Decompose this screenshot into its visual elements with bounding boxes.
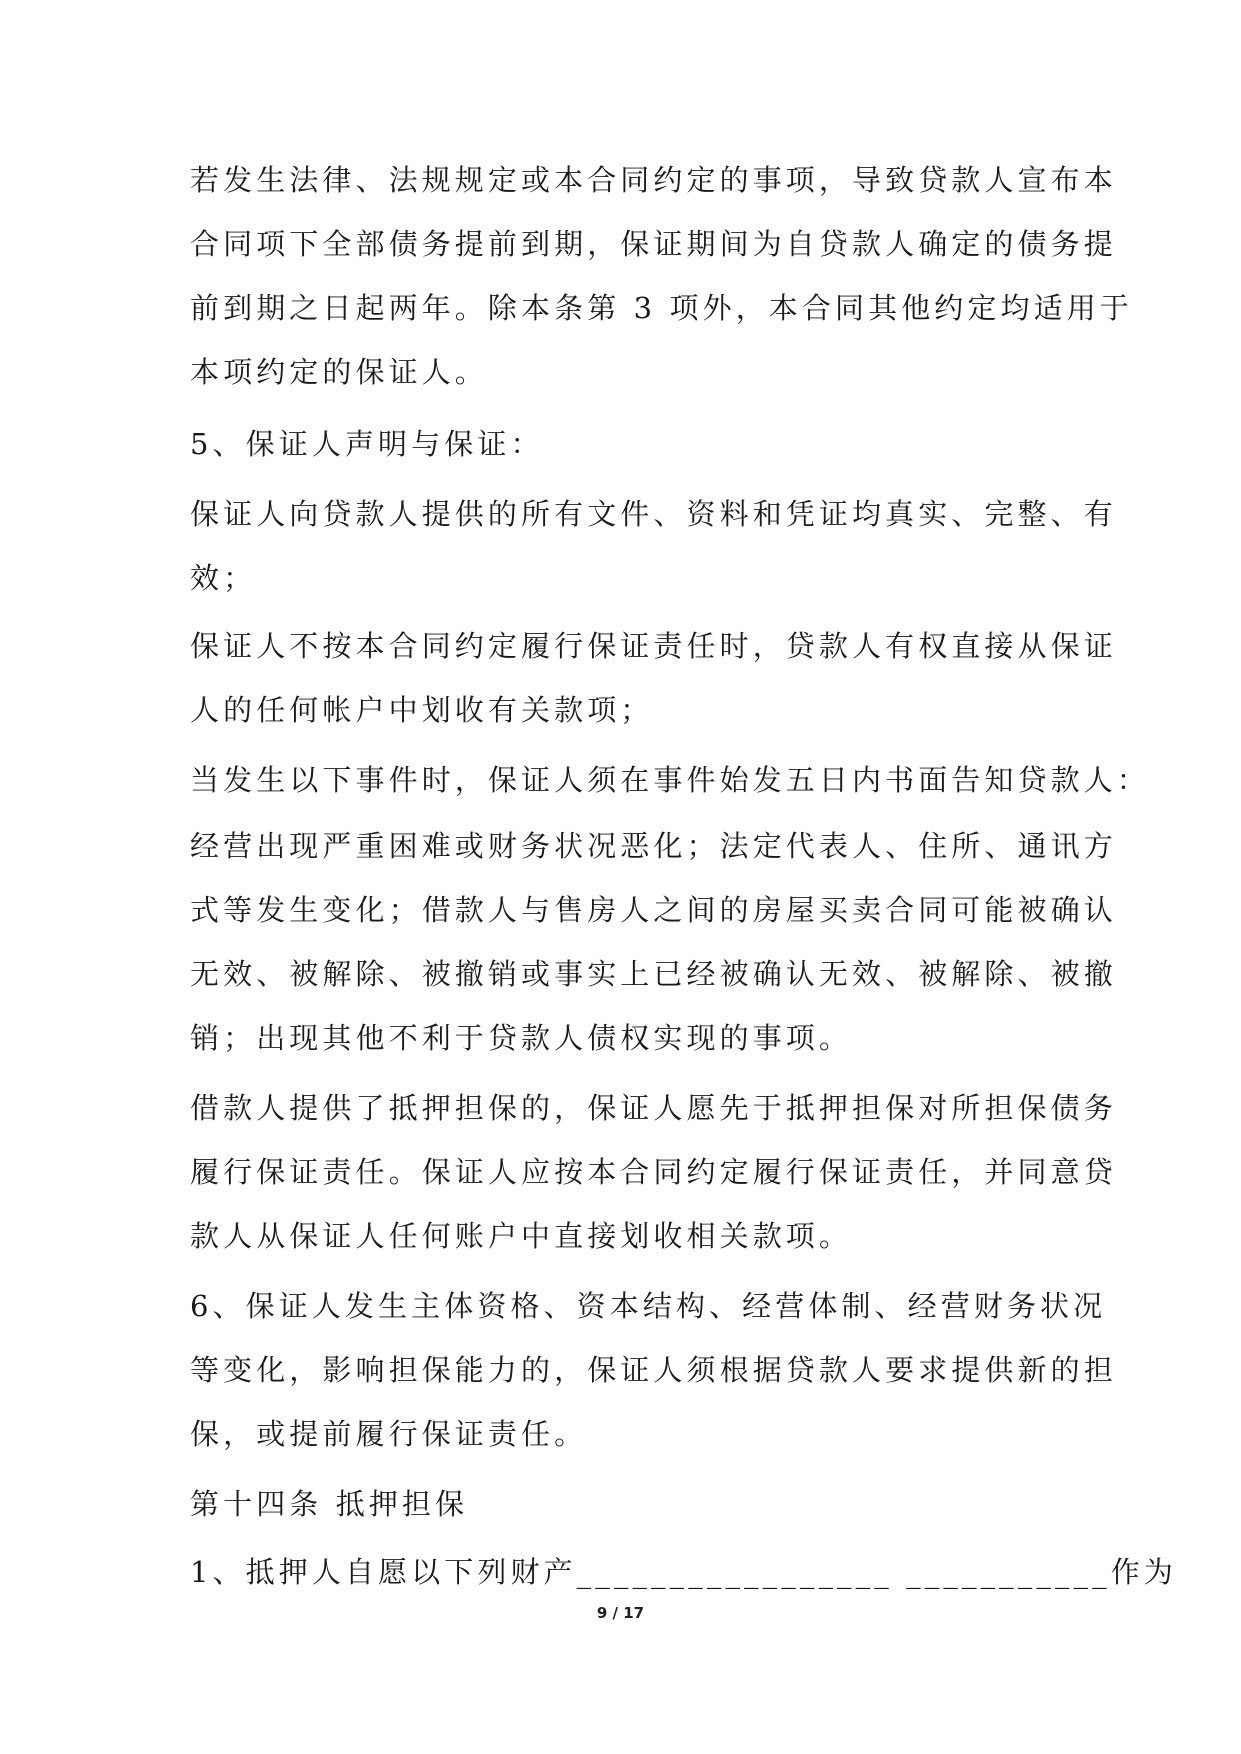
paragraph-line: 当发生以下事件时，保证人须在事件始发五日内书面告知贷款人： [190, 763, 1150, 797]
paragraph-line: 无效、被解除、被撤销或事实上已经被确认无效、被解除、被撤 [190, 957, 1117, 991]
paragraph-line: 人的任何帐户中划收有关款项； [190, 693, 654, 727]
paragraph-line: 款人从保证人任何账户中直接划收相关款项。 [190, 1219, 853, 1253]
section-heading: 5、保证人声明与保证： [190, 427, 544, 461]
paragraph-line: 1、抵押人自愿以下列财产_________________ ___________作为 [190, 1555, 1177, 1589]
paragraph-line: 保证人向贷款人提供的所有文件、资料和凭证均真实、完整、有 [190, 497, 1117, 531]
page-number: 9 / 17 [596, 1604, 645, 1622]
paragraph-line: 若发生法律、法规规定或本合同约定的事项，导致贷款人宣布本 [190, 163, 1117, 197]
paragraph-line: 保，或提前履行保证责任。 [190, 1417, 588, 1451]
paragraph-line: 6、保证人发生主体资格、资本结构、经营体制、经营财务状况 [190, 1289, 1107, 1323]
paragraph-line: 前到期之日起两年。除本条第 3 项外，本合同其他约定均适用于 [190, 291, 1133, 325]
paragraph-line: 销；出现其他不利于贷款人债权实现的事项。 [190, 1021, 853, 1055]
paragraph-line: 等变化，影响担保能力的，保证人须根据贷款人要求提供新的担 [190, 1353, 1117, 1387]
paragraph-line: 本项约定的保证人。 [190, 355, 488, 389]
paragraph-line: 式等发生变化；借款人与售房人之间的房屋买卖合同可能被确认 [190, 893, 1117, 927]
paragraph-line: 效； [190, 561, 257, 595]
paragraph-line: 履行保证责任。保证人应按本合同约定履行保证责任，并同意贷 [190, 1155, 1117, 1189]
paragraph-line: 保证人不按本合同约定履行保证责任时，贷款人有权直接从保证 [190, 629, 1117, 663]
paragraph-line: 借款人提供了抵押担保的，保证人愿先于抵押担保对所担保债务 [190, 1091, 1117, 1125]
article-heading: 第十四条 抵押担保 [190, 1487, 469, 1521]
paragraph-line: 经营出现严重困难或财务状况恶化；法定代表人、住所、通讯方 [190, 829, 1117, 863]
paragraph-line: 合同项下全部债务提前到期，保证期间为自贷款人确定的债务提 [190, 227, 1117, 261]
